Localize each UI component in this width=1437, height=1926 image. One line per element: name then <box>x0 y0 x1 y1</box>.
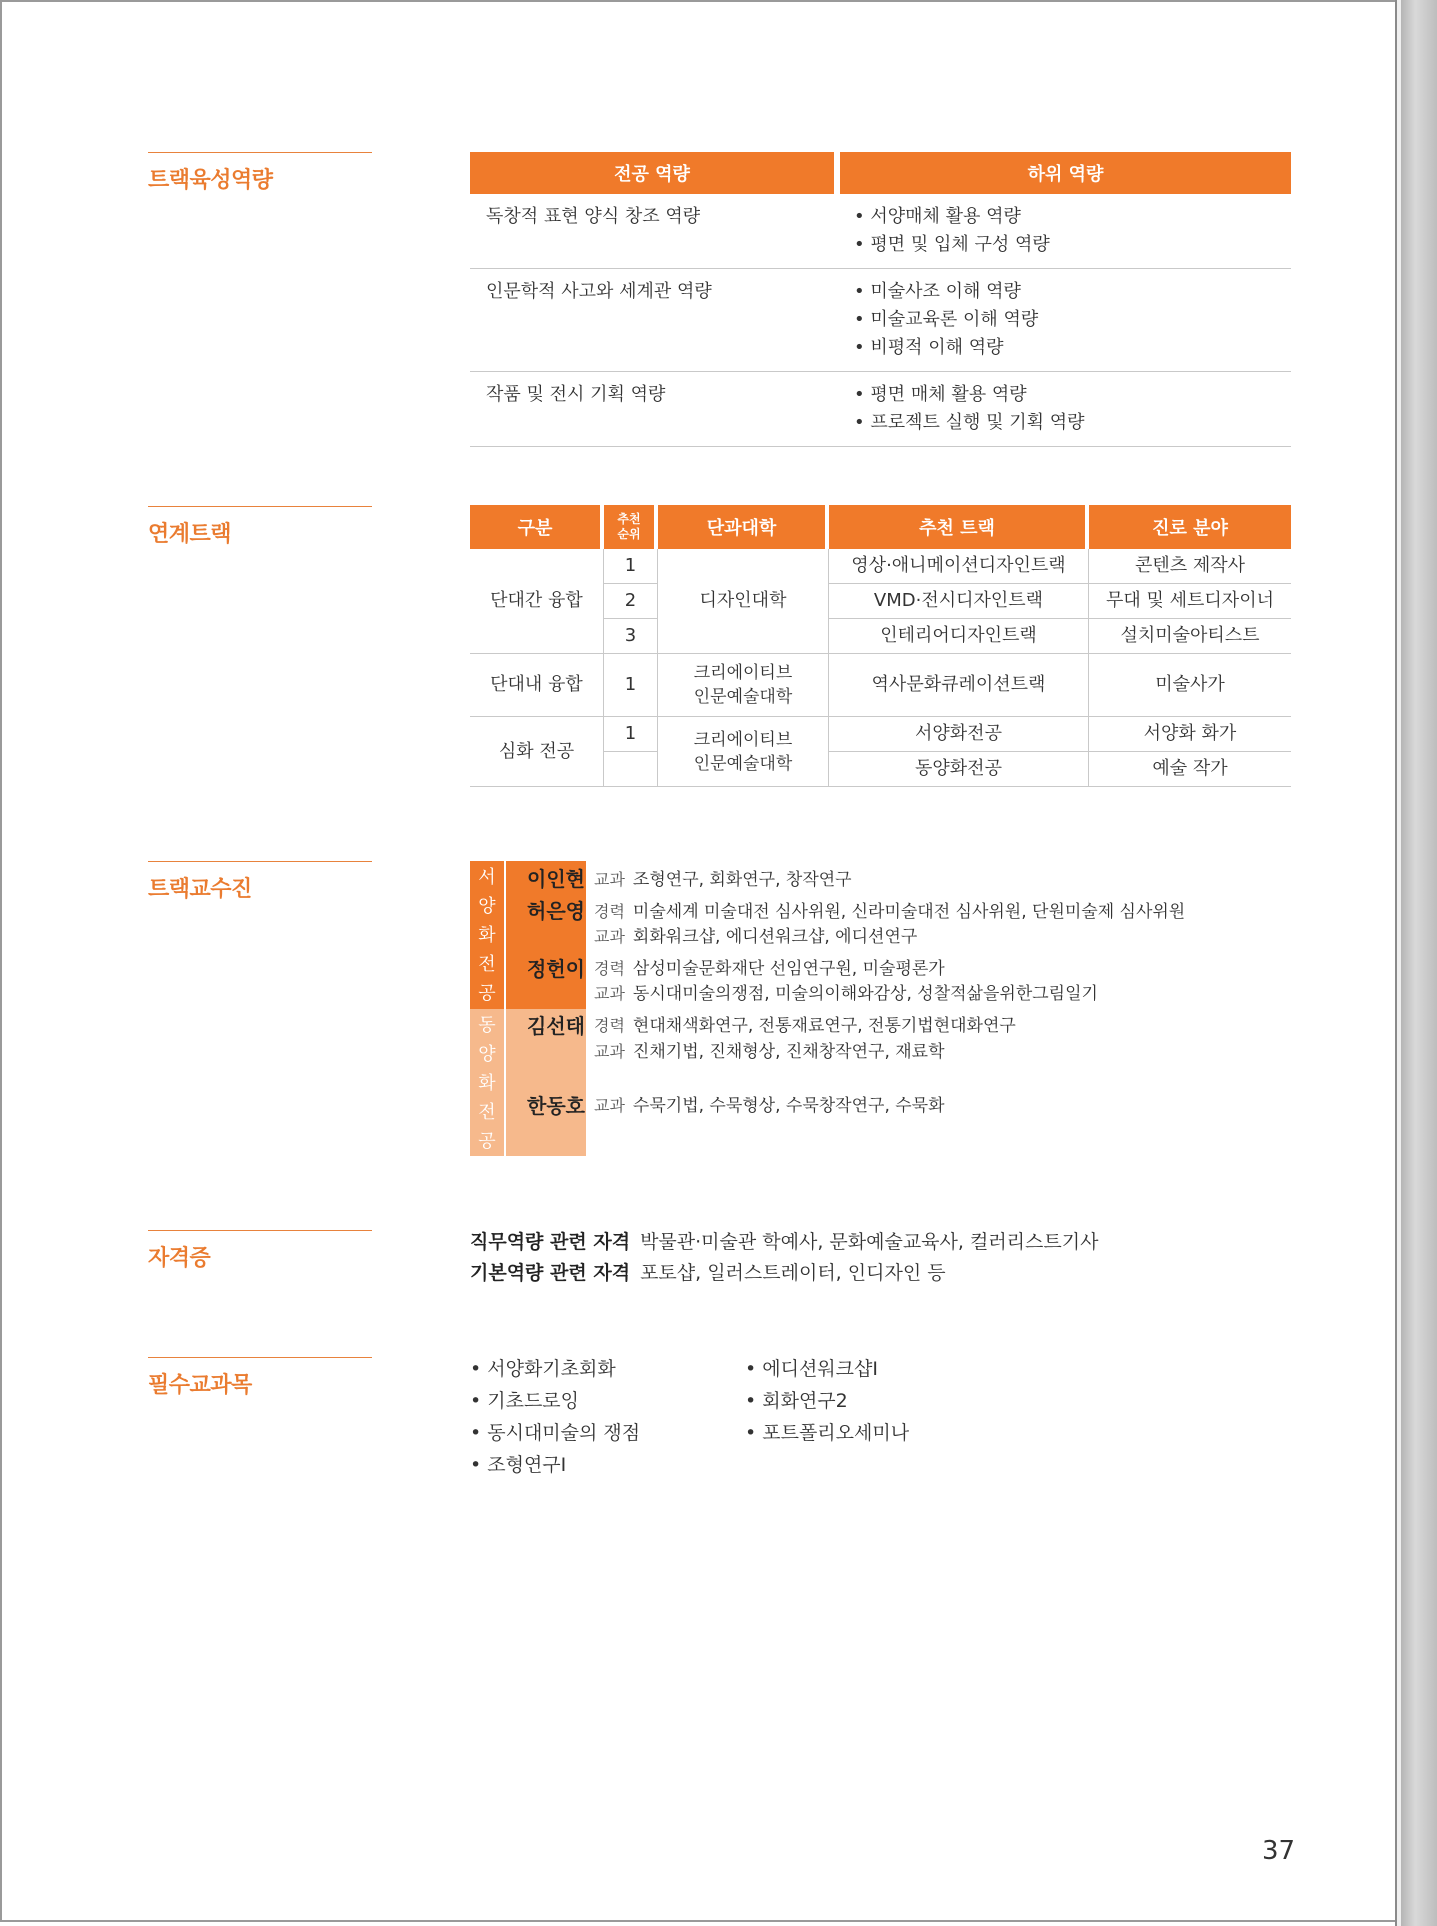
detail-text: 동시대미술의쟁점, 미술의이해와감상, 성찰적삶을위한그림일기 <box>632 984 1098 1004</box>
major-competency: 인문학적 사고와 세계관 역량 <box>470 269 840 372</box>
header-rank <box>604 505 658 549</box>
label-char: 공 <box>478 1131 496 1152</box>
sub-competency: • 미술사조 이해 역량 <box>854 281 1021 302</box>
college-line1: 크리에이티브 <box>693 729 793 750</box>
required-course: • 동시대미술의 쟁점 <box>470 1422 641 1444</box>
sub-competencies <box>840 372 1291 447</box>
college-cell <box>658 654 829 717</box>
division-cell: 단대내 융합 <box>470 654 604 717</box>
detail-text: 현대채색화연구, 전통재료연구, 전통기법현대화연구 <box>632 1016 1016 1036</box>
table-row <box>470 717 1291 752</box>
competency-table <box>470 152 1291 447</box>
required-course: • 서양화기초회화 <box>470 1358 616 1380</box>
rank-cell: 2 <box>604 584 658 619</box>
rank-cell: 1 <box>604 549 658 584</box>
track-cell: 영상·애니메이션디자인트랙 <box>829 549 1089 584</box>
header-rank-line1: 추천 <box>617 512 641 526</box>
section-title-required: 필수교과목 <box>148 1357 372 1399</box>
label-char: 동 <box>478 1015 496 1036</box>
page-shadow <box>1401 0 1437 1926</box>
header-college: 단과대학 <box>658 505 829 549</box>
sub-competency: • 평면 매체 활용 역량 <box>854 384 1027 405</box>
career-cell: 미술사가 <box>1089 654 1291 717</box>
track-cell: 동양화전공 <box>829 752 1089 787</box>
header-rank-line2: 순위 <box>617 527 641 541</box>
label-char: 양 <box>478 1044 496 1065</box>
career-cell: 설치미술아티스트 <box>1089 619 1291 654</box>
header-division: 구분 <box>470 505 604 549</box>
required-course: • 포트폴리오세미나 <box>745 1422 910 1444</box>
section-title-linked: 연계트랙 <box>148 506 372 548</box>
rank-cell: 1 <box>604 654 658 717</box>
table-row <box>470 194 1291 269</box>
sub-competency: • 프로젝트 실행 및 기획 역량 <box>854 412 1085 433</box>
certificate-label: 직무역량 관련 자격 <box>470 1231 631 1253</box>
division-cell: 단대간 융합 <box>470 549 604 654</box>
table-row <box>470 269 1291 372</box>
division-cell: 심화 전공 <box>470 717 604 787</box>
label-char: 공 <box>478 983 496 1004</box>
label-char: 서 <box>478 867 496 888</box>
page-number: 37 <box>1262 1836 1296 1866</box>
section-title-faculty: 트랙교수진 <box>148 861 372 903</box>
faculty-detail <box>594 1011 1016 1036</box>
required-course: • 기초드로잉 <box>470 1390 580 1412</box>
faculty-name: 김선태 <box>527 1014 585 1038</box>
track-cell: 역사문화큐레이션트랙 <box>829 654 1089 717</box>
faculty-detail <box>594 922 917 947</box>
faculty-detail <box>594 954 945 979</box>
section-title-certificate: 자격증 <box>148 1230 372 1272</box>
detail-text: 수묵기법, 수묵형상, 수묵창작연구, 수묵화 <box>632 1096 945 1116</box>
college-line2: 인문예술대학 <box>693 687 793 707</box>
faculty-detail <box>594 865 852 890</box>
faculty-detail <box>594 1037 945 1062</box>
section-title-competency: 트랙육성역량 <box>148 152 372 194</box>
eastern-painting-label <box>470 1009 504 1156</box>
detail-text: 삼성미술문화재단 선임연구원, 미술평론가 <box>632 959 945 979</box>
detail-text: 회화워크샵, 에디션워크샵, 에디션연구 <box>632 927 918 947</box>
table-row <box>470 372 1291 447</box>
header-sub-competency: 하위 역량 <box>840 152 1291 194</box>
sub-competency: • 서양매체 활용 역량 <box>854 206 1021 227</box>
track-cell: 서양화전공 <box>829 717 1089 752</box>
career-cell: 서양화 화가 <box>1089 717 1291 752</box>
faculty-detail <box>594 897 1185 922</box>
detail-tag: 경력 <box>594 902 625 921</box>
label-char: 화 <box>478 1073 496 1094</box>
sub-competency: • 미술교육론 이해 역량 <box>854 309 1039 330</box>
detail-tag: 교과 <box>594 984 625 1003</box>
label-char: 전 <box>478 1102 496 1123</box>
faculty-name: 한동호 <box>527 1094 585 1118</box>
college-cell <box>658 717 829 787</box>
track-cell: 인테리어디자인트랙 <box>829 619 1089 654</box>
header-career: 진로 분야 <box>1089 505 1291 549</box>
detail-text: 미술세계 미술대전 심사위원, 신라미술대전 심사위원, 단원미술제 심사위원 <box>632 902 1186 922</box>
detail-tag: 교과 <box>594 870 625 889</box>
faculty-name: 정헌이 <box>527 957 585 981</box>
faculty-name: 이인현 <box>527 867 585 891</box>
header-track: 추천 트랙 <box>829 505 1089 549</box>
certificate-line <box>470 1258 946 1285</box>
label-char: 화 <box>478 925 496 946</box>
detail-tag: 경력 <box>594 959 625 978</box>
certificate-text: 박물관·미술관 학예사, 문화예술교육사, 컬러리스트기사 <box>640 1231 1099 1253</box>
career-cell: 콘텐츠 제작사 <box>1089 549 1291 584</box>
label-char: 양 <box>478 896 496 917</box>
required-course: • 에디션워크샵Ⅰ <box>745 1358 878 1380</box>
faculty-name: 허은영 <box>527 899 585 923</box>
header-major-competency: 전공 역량 <box>470 152 840 194</box>
college-line2: 인문예술대학 <box>693 753 793 774</box>
track-cell: VMD·전시디자인트랙 <box>829 584 1089 619</box>
sub-competency: • 비평적 이해 역량 <box>854 337 1004 358</box>
detail-tag: 교과 <box>594 1042 625 1061</box>
detail-text: 조형연구, 회화연구, 창작연구 <box>632 870 852 890</box>
sub-competencies <box>840 194 1291 269</box>
detail-tag: 경력 <box>594 1016 625 1035</box>
detail-tag: 교과 <box>594 927 625 946</box>
rank-cell <box>604 752 658 787</box>
western-painting-label <box>470 861 504 1009</box>
table-row <box>470 654 1291 717</box>
certificate-label: 기본역량 관련 자격 <box>470 1262 631 1284</box>
required-course: • 회화연구2 <box>745 1390 848 1412</box>
major-competency: 작품 및 전시 기획 역량 <box>470 372 840 447</box>
career-cell: 무대 및 세트디자이너 <box>1089 584 1291 619</box>
rank-cell: 3 <box>604 619 658 654</box>
certificate-line <box>470 1227 1098 1254</box>
label-char: 전 <box>478 954 496 975</box>
faculty-detail <box>594 979 1098 1004</box>
sub-competencies <box>840 269 1291 372</box>
major-competency: 독창적 표현 양식 창조 역량 <box>470 194 840 269</box>
detail-tag: 교과 <box>594 1096 625 1115</box>
college-cell: 디자인대학 <box>658 549 829 654</box>
career-cell: 예술 작가 <box>1089 752 1291 787</box>
certificate-text: 포토샵, 일러스트레이터, 인디자인 등 <box>640 1262 946 1284</box>
college-line1: 크리에이티브 <box>693 663 793 683</box>
linked-track-table <box>470 505 1291 787</box>
required-course: • 조형연구Ⅰ <box>470 1454 567 1476</box>
rank-cell: 1 <box>604 717 658 752</box>
sub-competency: • 평면 및 입체 구성 역량 <box>854 234 1050 255</box>
table-row <box>470 549 1291 584</box>
faculty-detail <box>594 1091 945 1116</box>
detail-text: 진채기법, 진채형상, 진채창작연구, 재료학 <box>632 1042 945 1062</box>
